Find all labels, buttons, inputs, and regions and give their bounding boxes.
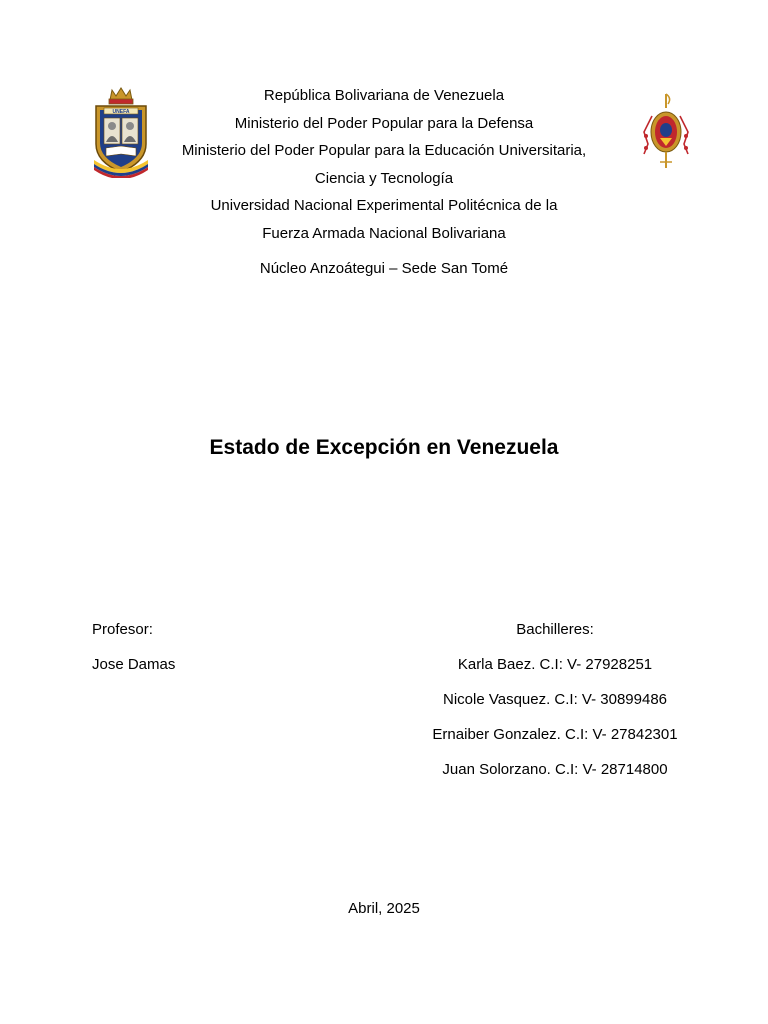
header-line-university: Universidad Nacional Experimental Politécnica de la (210, 197, 558, 214)
logo-left-text: UNEFA (112, 109, 130, 115)
header-line-campus: Núcleo Anzoátegui – Sede San Tomé (259, 260, 509, 277)
student-item: Karla Baez. C.I: V- 27928251 (457, 656, 653, 673)
professor-name: Jose Damas (92, 656, 176, 673)
university-shield-crest-icon (92, 86, 150, 178)
header-line-education-ministry: Ministerio del Poder Popular para la Educación Universitaria, (181, 142, 587, 159)
ecclesiastical-coat-of-arms-icon (640, 92, 692, 170)
student-item: Nicole Vasquez. C.I: V- 30899486 (442, 691, 668, 708)
header-line-armed-forces: Fuerza Armada Nacional Bolivariana (262, 225, 506, 242)
professor-label: Profesor: (92, 621, 153, 638)
header-line-science-technology: Ciencia y Tecnología (314, 170, 454, 187)
student-item: Juan Solorzano. C.I: V- 28714800 (442, 761, 668, 778)
students-label: Bachilleres: (516, 621, 594, 638)
student-item: Ernaiber Gonzalez. C.I: V- 27842301 (432, 726, 678, 743)
header-line-defense-ministry: Ministerio del Poder Popular para la Defensa (234, 115, 534, 132)
header-line-republic: República Bolivariana de Venezuela (263, 87, 505, 104)
document-title: Estado de Excepción en Venezuela (209, 436, 559, 459)
document-date: Abril, 2025 (348, 900, 420, 917)
